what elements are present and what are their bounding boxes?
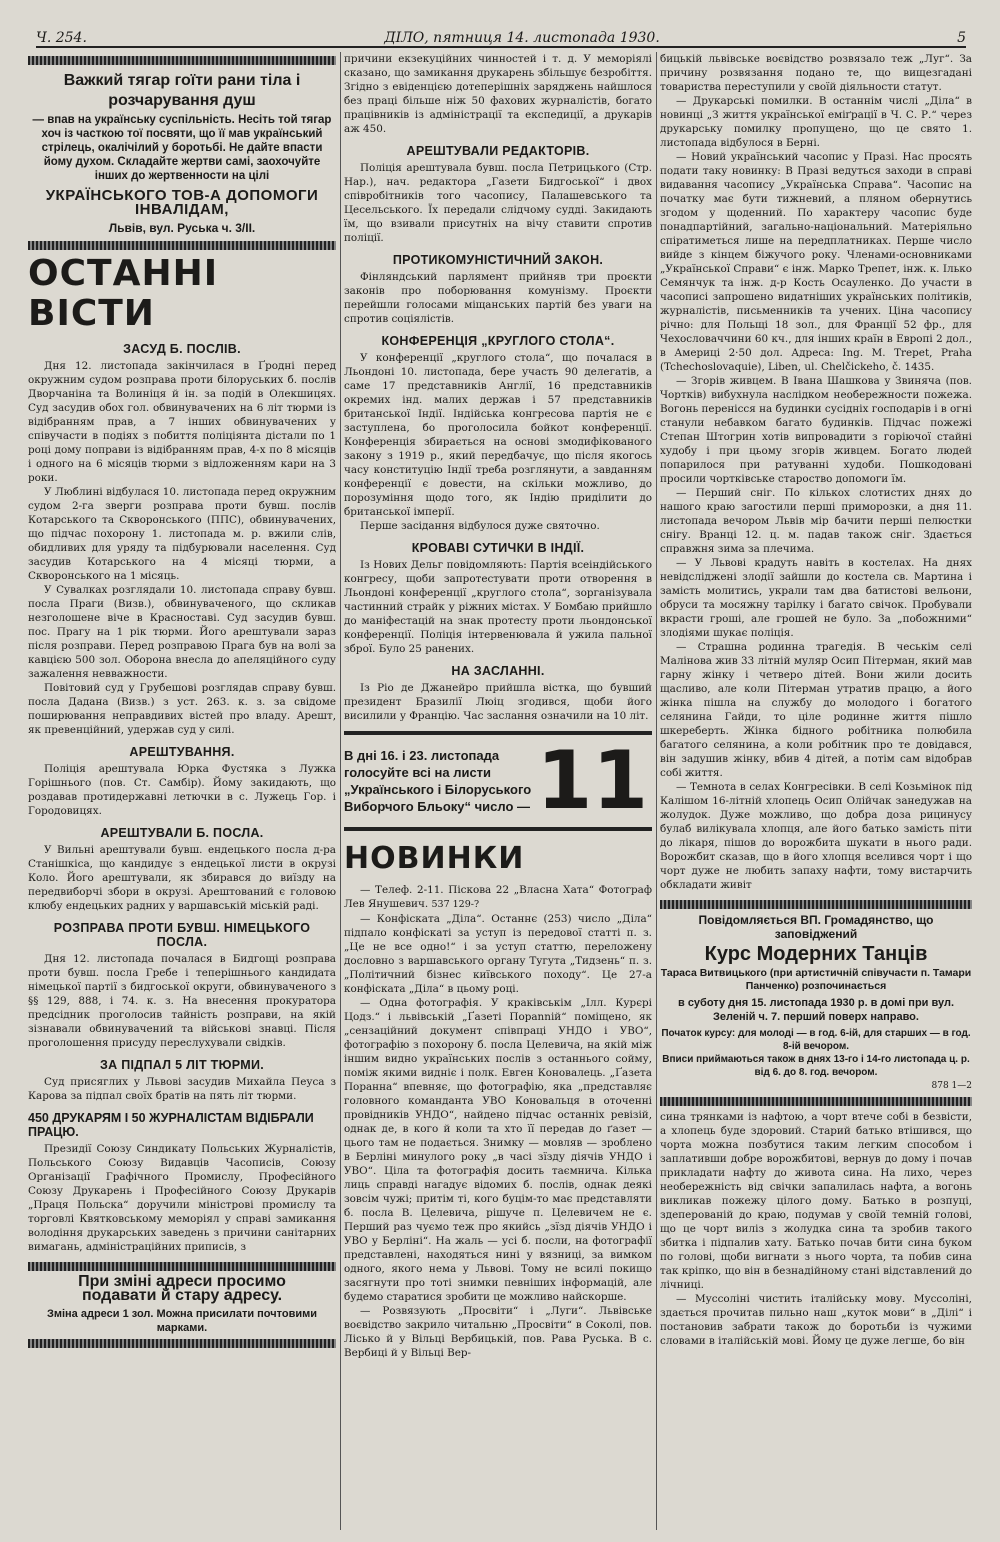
paragraph: Із Ріо де Джанейро прийшла вістка, що бувший президент Бразилії Люіц згодився, щоби його висилили у Францію. Час заслання означили на 10 літ.	[344, 682, 652, 722]
ad-title: Курс Модерних Танців	[704, 943, 928, 965]
news-item: — Конфіската „Діла“. Останнє (253) число „Діла“ підпало конфіскаті за уступ із передової статті п. з. „Це не все одно!“ і за уступ статтю, переложену дословно з варшавського органу Тугута „Тидзень“ п. з. „Політичний бізнес київського походу“. Це 27-а конфіската „Діла“ в цьому році.	[344, 913, 652, 995]
paragraph: Суд присяглих у Львові засудив Михайла Пеуса з Карова за підпал своїх братів на пять літ тюрми.	[28, 1076, 336, 1102]
news-item: — Розвязують „Просвіти“ і „Луги“. Львівське воєвідство закрило читальню „Просвіти“ в Соколі, пов. Лісько й у Вільці Вербицькій, пов. Рава Руська. В с. Вербиці й у Вільці Вер-	[344, 1305, 652, 1359]
ornament-bar	[660, 900, 972, 909]
ad-note: Зміна адреси 1 зол. Можна присилати почтовими марками.	[46, 1308, 318, 1334]
headline: РОЗПРАВА ПРОТИ БУВШ. НІМЕЦЬКОГО ПОСЛА.	[53, 921, 311, 949]
ad-address: Львів, вул. Руська ч. 3/ІІ.	[108, 221, 256, 235]
ad-code: 537 129-?	[431, 899, 480, 910]
news-item: — Друкарські помилки. В останнім числі „Діла“ в новинці „З життя української еміґрації в Ч. С. Р.“ через друкарську помилку пропущено, що це свято 1. листопада відбулося в Берні.	[660, 95, 972, 149]
news-item: — Темнота в селах Конгресівки. В селі Козьмінок під Калішом 16-літній хлопець Осип Олійчак занедужав на жолудок. Дуже можливо, що добра доза рицинусу булаб вилікувала хлопця, але його батько замість піти до лікаря, пішов до ворожбита шукати в нього ради. Ворожбит сказав, що в його хлопця вселився чорт і що чорт дуже не любить запаху нафти, тому вистарчить обкладати живіт	[660, 781, 972, 891]
paragraph: Дня 12. листопада закінчилася в Ґродні перед окружним судом розправа проти білоруських б. послів Дворчаніна та Волиніця й ін. за подій в Олекшицях. Суд засудив обох гол. обвинувачених на 6 літ тюрми із відібранням прав, а 7 інших обвинувачених у співучасти в подіях з побиття поліціянта дістали по 1 році дому поправи із відібранням прав, 4-х по 8 місяців і одного на 6 місяців тюрми з відложенням кари на 3 роки.	[28, 360, 336, 484]
headline: АРЕШТУВАННЯ.	[129, 745, 235, 759]
paragraph: Повітовий суд у Грубешові розглядав справу бувш. посла Дадана (Визв.) з уст. 263. к. з. за свідоме поширювання неправдивих вістей про владу. Арешт, як превенційний, удержав суд у силі.	[28, 682, 336, 736]
ad-body: — впав на українську суспільність. Несіть той тягар хоч із часткою тої посвяти, що її мав український стрілець, окалічілий у боротьбі. Не дайте впасти йому духом. Складайте жертви самі, заохочуйте інших до жертвенности на цілі	[32, 114, 332, 182]
news-item	[344, 883, 652, 912]
paragraph: Фінляндський парлямент прийняв три проєкти законів про поборювання комунізму. Проєкти перейшли голосами міщанських партій без уваги на спротив соціялістів.	[344, 271, 652, 325]
paragraph: У Люблині відбулася 10. листопада перед окружним судом 2-га зверги розправа проти бувш. послів Котарського та Скворонського (ППС), обвинувачених, що підчас похорону 1. листопада м. р. вжили слів, обидливих для уряду та підбурювали населення. Суд засудив Котарського на 4 місяці тюрми, а Скворонського на 1 місяць.	[28, 486, 336, 582]
column-3	[660, 52, 972, 1530]
news-item: — Одна фотографія. У краківськім „Ілл. Курєрі Цодз.“ і львівській „Ґазеті Порannій“ поміщено, як „сензаційний документ співпраці УНДО і УВО“, фотографію з похорону б. посла Целевича, на якій між іншим видно українських послів з останнього сойму, поміж якими видніє і полк. Евген Коновалець. „Ґазета Поранна“ впевняє, що фотографію, яка „представляє головного команданта УВО Коновальця в оточенні провідників УНДО“, найдено підчас останніх ревізій, однак де, в кого й коли та хто її передав до ґазет — цього там не подається. Знимку — мовляв — зроблено в Берліні минулого року „в часі зїзду діячів УНДО і УВО“. Ціла та фотографія досить таємнича. Кілька лиць справді нагадує відомих б. послів, однак деякі зовсім чужі; притім ті, кого буцім-то має представляти б. посла В. Целевича, рішуче п. Целевичем не є. Перший раз чуємо теж про якийсь „зїзд діячів УНДО і УВО у Берліні“. На жаль — усі б. посли, на фотографії представлені, находяться нині у вязниці, за вимком одного, якого нема у Львові. Тому не всилі покищо засягнути про тоті знимки певніших інформацій, але будемо старатися зробити це можливо найскорше.	[344, 997, 652, 1303]
ornament-bar	[660, 1097, 972, 1106]
paragraph: причини екзекуційних чинностей і т. д. У меморіялі сказано, що замикання друкарень збільшує безробіття. Згідно з евіденцією дотеперішніх заряджень найшлося без праці більше ніж 50 фахових журналістів, богато працівників із адміністрації та експедиції, а друкарів аж 450.	[344, 53, 652, 135]
masthead-line: ДІЛО, пятниця 14. листопада 1930.	[384, 30, 660, 46]
column-1	[28, 52, 336, 1530]
headline: ЗА ПІДПАЛ 5 ЛІТ ТЮРМИ.	[99, 1058, 265, 1072]
ad-teacher: Тараса Витвицького (при артистичній співучасти п. Тамари Панченко) розпочинається	[660, 967, 972, 992]
election-ad	[344, 731, 652, 831]
ad-intro: Повідомляється ВП. Громадянство, що заповіджений	[698, 913, 934, 941]
ornament-bar	[28, 1339, 336, 1348]
paragraph: Дня 12. листопада почалася в Бидгощі розправа проти бувш. посла Гребе і теперішнього кандидата німецької партії з бидгоської округи, обвинуваченого з §§ 129, 888, і 74. к. з. На внесення прокуратора предсідник проголосив тайність розправи, на якій зізнавали обвинувачений та військові знавці. Після проголошення присуду переслухували свідків.	[28, 953, 336, 1049]
paragraph: У Сувалках розглядали 10. листопада справу бувш. посла Праги (Визв.), обвинуваченого, що скликав незголошене віче в Красноставі. Суд засудив бувш. пос. Прагу на 1 рік тюрми. Його арештували зараз після розправи. Перед розправою Прага був на волі за кавцією 500 зол. Оборона внесла до апеляційного суду зажалення невважности.	[28, 584, 336, 680]
ad-code: 878 1—2	[931, 1081, 972, 1091]
headline: НА ЗАСЛАННІ.	[451, 664, 545, 678]
headline: КРОВАВІ СУТИЧКИ В ІНДІЇ.	[411, 541, 585, 555]
news-item: — Перший сніг. По кількох слотистих днях до нашого краю загостили перші приморозки, а дня 11. листопада вечором Львів мір бачити перші пелюстки снігу. Вранці 12. ц. м. падав також сніг. Здається справжня зима за плечима.	[660, 487, 972, 555]
ornament-bar	[28, 1262, 336, 1271]
paragraph: У конференції „круглого стола“, що почалася в Льондоні 10. листопада, бере участь 90 делегатів, а саме 17 представників Англії, 16 представників окремих інд. малих держав і 57 представників британської Індії. Індійська конгресова партія не є заступлена, бо проголосила бойкот конференції. Конференція збирається на основі змодифікованого закону з 1919 р., який передбачує, що після якогось часу конституцію Індії треба розглянути, а завданням конференції є довести, на скільки можливо, до порозуміння щодо того, як Індію приділити до британської імперії.	[344, 352, 652, 518]
column-rule	[656, 52, 657, 1530]
ad-headline: Важкий тягар гоїти рани тіла і розчарування душ	[63, 72, 301, 109]
section-title: НОВИНКИ	[344, 841, 525, 876]
election-ad-number: 11	[536, 734, 648, 827]
page-number: 5	[957, 30, 966, 46]
paragraph: Поліція арештувала Юрка Фустяка з Лужка Горішнього (пов. Ст. Самбір). Йому закидають, що роздавав протидержавні летючки в с. Лужець Гор. і Городовицях.	[28, 763, 336, 817]
news-item: — Згорів живцем. В Івана Шашкова у Звиняча (пов. Чортків) вибухнула наслідком необережности пожежа. Вогонь перенісся на будинки сусідніх господарів і в огні станули небавком багато будинків. Підчас пожежі Степан Штогрин хотів випровадити з горіючої стайні худобу і при цьому згорів живцем. Богато людей попарилося при ратуванні худоби. Пошкодовані просили чортківське староство допомоги їм.	[660, 375, 972, 485]
paragraph: Поліція арештувала бувш. посла Петрицького (Стр. Нар.), нач. редактора „Газети Бидгоської“ і двох співробітників того часопису, Палашевського та Цесельського. Їх передали слідчому судді. Закидають їм, що взивали присутніх на вічу ставити спротив поліції.	[344, 162, 652, 244]
section-title: ОСТАННІ ВІСТИ	[28, 253, 219, 334]
news-item: — Муссоліні чистить італійську мову. Муссоліні, здається прочитав пильно наш „куток мови“ в „Ділі“ і постановив забрати також до боротьби із чужими словами в італійській мові. Йому це дуже легше, бо він	[660, 1293, 972, 1347]
headline: ПРОТИКОМУНІСТИЧНИЙ ЗАКОН.	[392, 253, 604, 267]
news-item: — Новий український часопис у Празі. Нас просять подати таку новинку: В Празі ведуться заходи в справі видавання часопису „Українська Справа“. Часопис на початку має бути тижневий, а пляном обернутись згодом у щоденний. По характеру часопис буде понадпартійний, загально-національний. Матеріяльно спіратиметься лише на передплатниках. Перше число вийде з кінцем біжучого року. Членами-основниками „Української Справи“ є інж. Марко Трепет, інж. к. Ілько Семянчук та інж. д-р Кость Осауленко. До участи в часописі запрошено видатніших українських політиків, журналістів, письменників та учених. Ціна часопису річно: для Польщі 18 зол., для Франції 52 фр., для Чехословаччини 60 кч., для інших країн в Европі 2 дол., в Америці 2·50 дол. Адреса: Ing. M. Trepet, Praha (Tchechoslovaquie), Liben, ul. Chelčickeho, č. 1435.	[660, 151, 972, 373]
paragraph: Президії Союзу Синдикату Польських Журналістів, Польського Союзу Видавців Часописів, Союзу Організації Графічного Промислу, Професійного Союзу Друкарень і Професійного Союзу Друкарів „Праця Польска“ доручили міністрові промислу та торговлі Квятковському меморіял у справі замикання володіння друкарських заведень з причини санітарних вимагань, адміністраційних приписів, з	[28, 1143, 336, 1253]
ad-date: в суботу дня 15. листопада 1930 р. в домі при вул. Зеленій ч. 7. перший поверх направо.	[678, 997, 954, 1023]
headline: КОНФЕРЕНЦІЯ „КРУГЛОГО СТОЛА“.	[381, 334, 615, 348]
headline: ЗАСУД Б. ПОСЛІВ.	[123, 342, 241, 356]
page-header	[36, 22, 966, 48]
paragraph: сина трянками із нафтою, а чорт втече собі в безвісти, а хлопець буде здоровий. Старий батько втішився, що чорта можна позбутися таким легким способом і заплативши добре ворожбитові, вернув до дому і почав прикладати нафту до живота сина. На лихо, через необережність від свічки запалилась нафта, а вогонь викликав пожежу цілого дому. Батько в розпуці, здеперованій до краю, подумав у своїй темній голові, що це чорт виліз з жолудка сина та зробив такого збитка і підпалив хату. Батько почав бити сина буком по голові, щоби вигнати з нього чорта, та побив сина так кріпко, що він в безнадійному стані відставлений до лічниці.	[660, 1111, 972, 1291]
paragraph: У Вильні арештували бувш. ендецького посла д-ра Станішкіса, що кандидує з ендецької листи в окрузі Коло. Його арештували, як збирався до виїзду на передвиборчі збори в окрузі. Арештований є головою клюбу ендецьких радних у варшавській міській раді.	[28, 844, 336, 912]
news-item: — Страшна родинна трагедія. В чеськім селі Малінова жив 33 літній муляр Осип Пітерман, який мав гарну жінку і четверо дітей. Вони жили досить щасливо, але коли Пітерман утратив працю, а його жінка пішла на службу до молодого і богатого селянина Гайди, то ціле родинне життя пішло шкереберть. Жінка бідного робітника полюбила багатого селянина, а коли робітник про те довідався, він задушив жінку, вбив 4 дітей, а потім сам відобрав собі життя.	[660, 641, 972, 779]
ad-start: Початок курсу: для молоді — в год. 6-ій, для старших — в год. 8-ій вечором.	[661, 1028, 971, 1052]
headline: АРЕШТУВАЛИ Б. ПОСЛА.	[100, 826, 264, 840]
ad-line: При зміні адреси просимо	[78, 1273, 286, 1290]
election-ad-text: В дні 16. і 23. листопада голосуйте всі на листи „Українського і Білоруського Виборчого Бльоку“ число —	[344, 748, 532, 814]
ad-organization: УКРАЇНСЬКОГО ТОВ-А ДОПОМОГИ ІНВАЛІДАМ,	[45, 187, 319, 218]
headline: 450 ДРУКАРЯМ І 50 ЖУРНАЛІСТАМ ВІДІБРАЛИ ПРАЦЮ.	[28, 1111, 314, 1139]
headline: АРЕШТУВАЛИ РЕДАКТОРІВ.	[406, 144, 590, 158]
ad-line: подавати й стару адресу.	[81, 1287, 283, 1304]
issue-number: Ч. 254.	[36, 30, 87, 46]
ornament-bar	[28, 241, 336, 250]
column-2	[344, 52, 652, 1530]
column-rule	[340, 52, 341, 1530]
news-item: — У Львові крадуть навіть в костелах. На днях невідсліджені злодії зайшли до костела св. Мартина і замість молитись, украли там два батистові вельони, обруси та мосяжну тарілку і багато свічок. Пробували вкрасти гроші, але грошей не було. За „побожними“ злодіями шукає поліція.	[660, 557, 972, 639]
paragraph: Перше засідання відбулося дуже святочно.	[360, 520, 600, 532]
news-text: — Телеф. 2-11. Піскова 22 „Власна Хата“ Фотограф Лев Янушевич.	[344, 884, 652, 910]
ad-registration: Вписи приймаються також в днях 13-го і 14-го листопада ц. р. від 6. до 8. год. вечором.	[662, 1054, 970, 1078]
ornament-bar	[28, 56, 336, 65]
paragraph: Із Нових Дельг повідомляють: Партія всеіндійського конгресу, щоби запротестувати проти отворення в Льондоні конференції „круглого стола“, зорганізувала частинний страйк у ріжних містах. У Бомбаю прийшло до маніфестацій на знак протесту проти льондонської конференції. Поліція інтервенювала й ужила пальної зброї. Було 25 ранених.	[344, 559, 652, 655]
paragraph: бицькій львівське воєвідство розвязало теж „Луг“. За причину розвязання подано те, що вищезгадані товариства переступили у своїй діяльности статут.	[660, 53, 972, 93]
